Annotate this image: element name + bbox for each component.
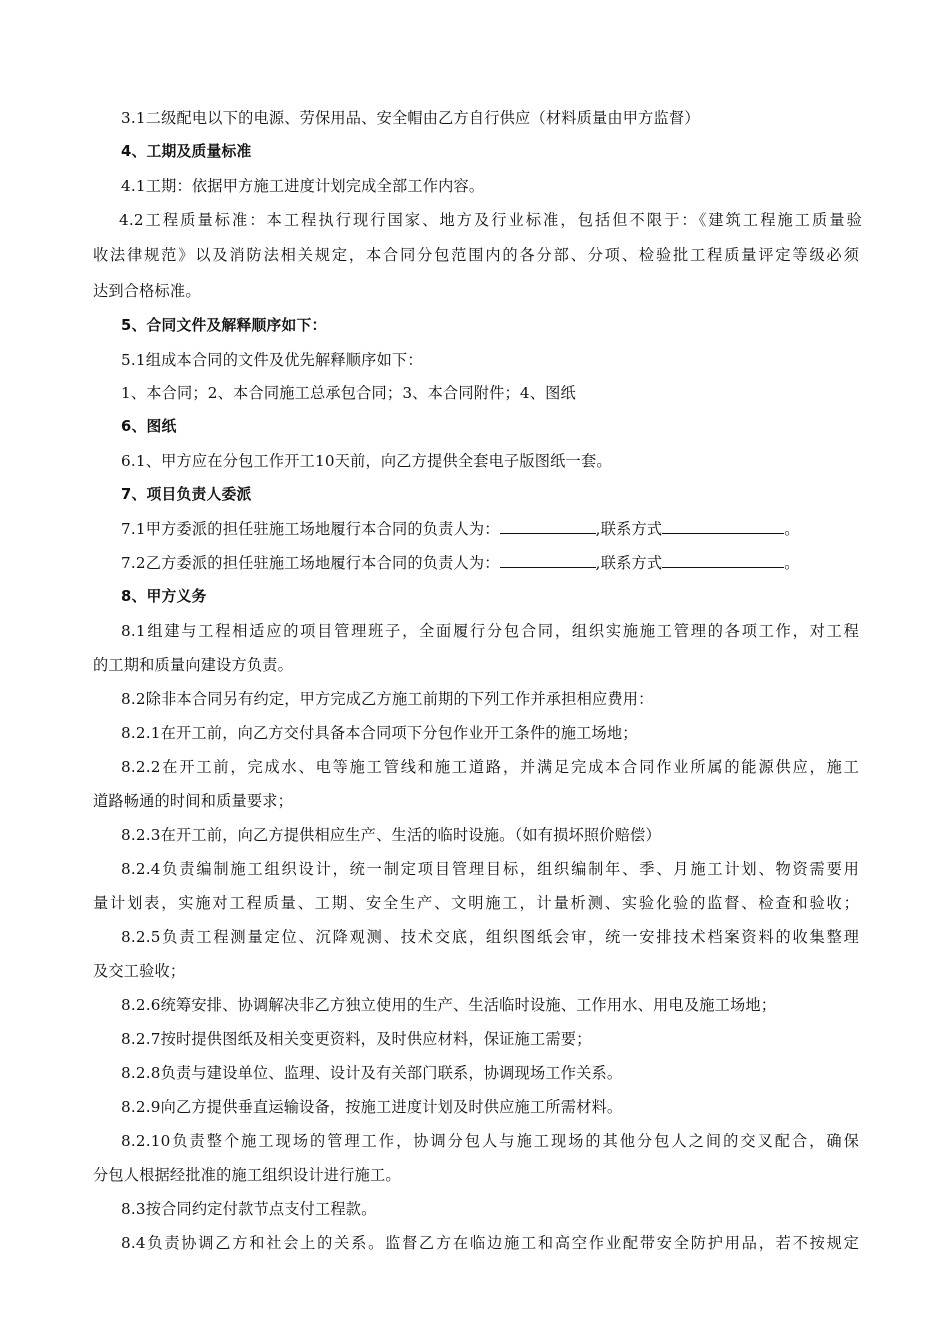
clause-8-3: 8.3按合同约定付款节点支付工程款。 (121, 1200, 377, 1218)
clause-8-2-10-line-2: 分包人根据经批准的施工组织设计进行施工。 (93, 1166, 401, 1184)
clause-4-2-line-1: 4.2工程质量标准：本工程执行现行国家、地方及行业标准，包括但不限于：《建筑工程施工质量验 (119, 211, 862, 229)
clause-8-1-line-2: 的工期和质量向建设方负责。 (93, 656, 294, 674)
section-heading-5: 5、合同文件及解释顺序如下： (121, 317, 327, 334)
clause-8-4-line-1: 8.4负责协调乙方和社会上的关系。监督乙方在临边施工和高空作业配带安全防护用品，若不按规定 (121, 1234, 859, 1252)
clause-8-1-line-1: 8.1组建与工程相适应的项目管理班子，全面履行分包合同，组织实施施工管理的各项工作，对工程 (121, 622, 859, 640)
clause-8-2-2-line-1: 8.2.2在开工前，完成水、电等施工管线和施工道路，并满足完成本合同作业所属的能源供应，施工 (121, 758, 859, 776)
section-heading-7: 7、项目负责人委派 (121, 486, 252, 503)
clause-4-2-line-2: 收法律规范》以及消防法相关规定，本合同分包范围内的各分部、分项、检验批工程质量评定等级必须 (93, 246, 859, 264)
party-b-contact-blank[interactable] (662, 552, 784, 568)
section-heading-4: 4、工期及质量标准 (121, 143, 252, 160)
clause-8-2-4-line-1: 8.2.4负责编制施工组织设计，统一制定项目管理目标，组织编制年、季、月施工计划、物资需要用 (121, 860, 859, 878)
clause-8-2-4-line-2: 量计划表，实施对工程质量、工期、安全生产、文明施工，计量析测、实验化验的监督、检查和验收； (93, 894, 859, 912)
clause-8-2-2-line-2: 道路畅通的时间和质量要求； (93, 792, 294, 810)
clause-5-1: 5.1组成本合同的文件及优先解释顺序如下： (121, 351, 423, 369)
party-b-representative-blank[interactable] (500, 552, 596, 568)
clause-8-2-1: 8.2.1在开工前，向乙方交付具备本合同项下分包作业开工条件的施工场地； (121, 724, 638, 742)
party-a-contact-blank[interactable] (662, 518, 784, 534)
clause-6-1: 6.1、甲方应在分包工作开工10天前，向乙方提供全套电子版图纸一套。 (121, 452, 612, 470)
party-a-representative-blank[interactable] (500, 518, 596, 534)
clause-8-2-10-line-1: 8.2.10负责整个施工现场的管理工作，协调分包人与施工现场的其他分包人之间的交叉配合，确保 (121, 1132, 859, 1150)
clause-8-2-9: 8.2.9向乙方提供垂直运输设备，按施工进度计划及时供应施工所需材料。 (121, 1098, 623, 1116)
clause-4-2-line-3: 达到合格标准。 (93, 282, 201, 300)
section-heading-6: 6、图纸 (121, 418, 177, 435)
clause-8-2-5-line-1: 8.2.5负责工程测量定位、沉降观测、技术交底，组织图纸会审，统一安排技术档案资料的收集整理 (121, 928, 859, 946)
clause-3-1: 3.1二级配电以下的电源、劳保用品、安全帽由乙方自行供应（材料质量由甲方监督） (121, 109, 700, 127)
clause-8-2-6: 8.2.6统筹安排、协调解决非乙方独立使用的生产、生活临时设施、工作用水、用电及施工场地； (121, 996, 777, 1014)
clause-7-2: 7.2乙方委派的担任驻施工场地履行本合同的负责人为： ,联系方式 。 (121, 554, 800, 572)
clause-8-2-7: 8.2.7按时提供图纸及相关变更资料，及时供应材料，保证施工需要； (121, 1030, 592, 1048)
clause-8-2-3: 8.2.3在开工前，向乙方提供相应生产、生活的临时设施。（如有损坏照价赔偿） (121, 826, 661, 844)
clause-8-2-8: 8.2.8负责与建设单位、监理、设计及有关部门联系，协调现场工作关系。 (121, 1064, 623, 1082)
clause-7-1: 7.1甲方委派的担任驻施工场地履行本合同的负责人为： ,联系方式 。 (121, 520, 800, 538)
clause-4-1: 4.1工期：依据甲方施工进度计划完成全部工作内容。 (121, 177, 485, 195)
document-order-list: 1、本合同；2、本合同施工总承包合同；3、本合同附件；4、图纸 (121, 384, 576, 402)
clause-8-2: 8.2除非本合同另有约定，甲方完成乙方施工前期的下列工作并承担相应费用： (121, 690, 654, 708)
section-heading-8: 8、甲方义务 (121, 588, 207, 605)
clause-8-2-5-line-2: 及交工验收； (93, 962, 186, 980)
